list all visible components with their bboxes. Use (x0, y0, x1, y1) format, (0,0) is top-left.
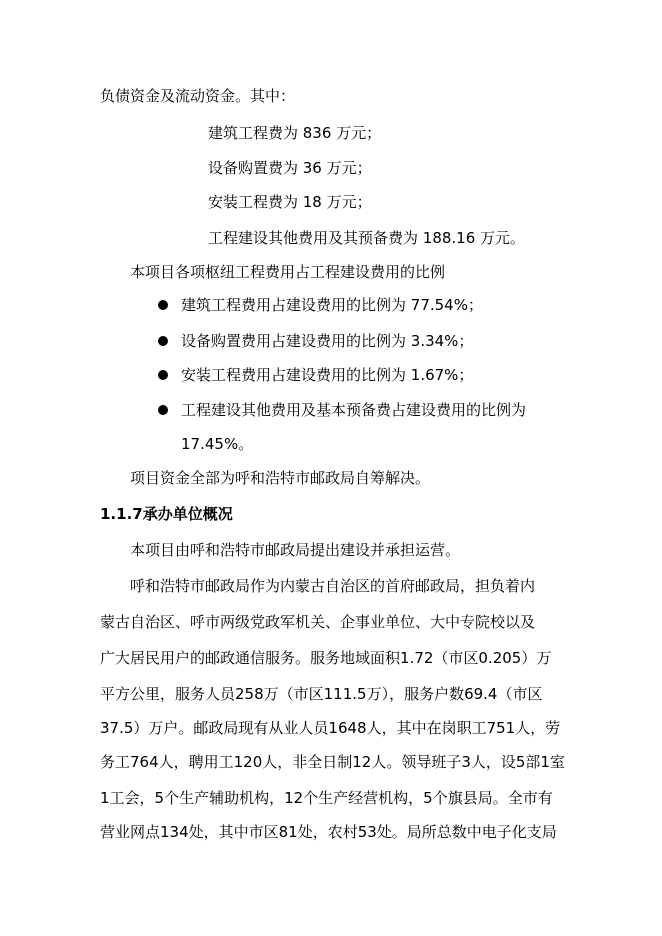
ratio-item-continued: 17.45%。 (181, 435, 254, 453)
paragraph-2-line: 呼和浩特市邮政局作为内蒙古自治区的首府邮政局，担负着内 (130, 577, 536, 595)
bullet-icon (158, 370, 168, 380)
ratio-item: 工程建设其他费用及基本预备费占建设费用的比例为 (181, 401, 527, 419)
paragraph-2-line: 平方公里，服务人员258万（市区111.5万），服务户数69.4（市区 (100, 685, 543, 703)
funding-text: 项目资金全部为呼和浩特市邮政局自筹解决。 (130, 469, 431, 487)
paragraph-1: 本项目由呼和浩特市邮政局提出建设并承担运营。 (130, 541, 461, 559)
section-heading: 1.1.7承办单位概况 (100, 505, 233, 523)
paragraph-2-line: 蒙古自治区、呼市两级党政军机关、企事业单位、大中专院校以及 (100, 613, 536, 631)
cost-line: 安装工程费为 18 万元； (208, 193, 372, 211)
cost-line: 建筑工程费为 836 万元； (208, 124, 382, 142)
bullet-icon (158, 336, 168, 346)
paragraph-2-line: 广大居民用户的邮政通信服务。服务地域面积1.72（市区0.205）万 (100, 649, 552, 667)
bullet-icon (158, 405, 168, 415)
paragraph-2-line: 营业网点134处，其中市区81处，农村53处。局所总数中电子化支局 (100, 823, 557, 841)
ratio-item: 设备购置费用占建设费用的比例为 3.34%； (181, 332, 474, 350)
ratio-item: 安装工程费用占建设费用的比例为 1.67%； (181, 366, 474, 384)
ratio-title: 本项目各项枢纽工程费用占工程建设费用的比例 (130, 263, 446, 281)
ratio-item: 建筑工程费用占建设费用的比例为 77.54%； (181, 296, 483, 314)
cost-line: 设备购置费为 36 万元； (208, 159, 372, 177)
paragraph-2-line: 务工764人，聘用工120人，非全日制12人。领导班子3人，设5部1室 (100, 753, 565, 771)
intro-text: 负债资金及流动资金。其中： (100, 87, 296, 105)
bullet-icon (158, 300, 168, 310)
paragraph-2-line: 37.5）万户。邮政局现有从业人员1648人，其中在岗职工751人，劳 (100, 719, 561, 737)
cost-line: 工程建设其他费用及其预备费为 188.16 万元。 (208, 229, 526, 247)
paragraph-2-line: 1工会，5个生产辅助机构，12个生产经营机构，5个旗县局。全市有 (100, 789, 553, 807)
